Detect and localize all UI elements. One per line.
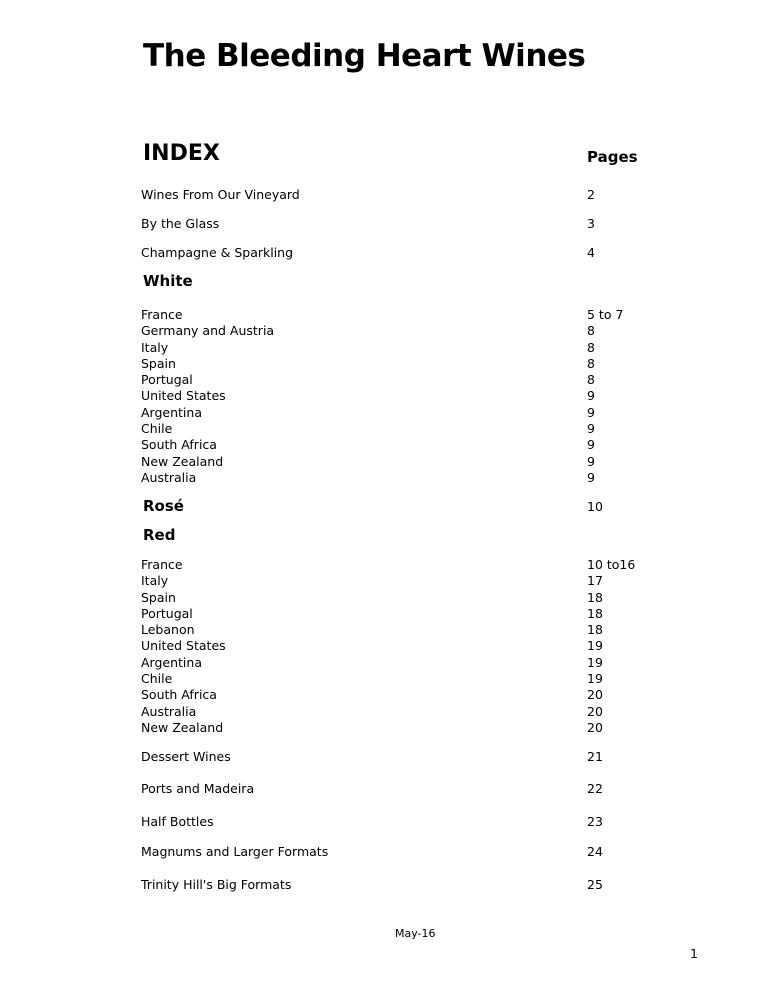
list-item-page: 8 bbox=[587, 323, 595, 339]
list-item-page: 9 bbox=[587, 437, 595, 453]
list-item-page: 19 bbox=[587, 638, 603, 654]
section-heading-red: Red bbox=[143, 526, 176, 544]
list-item: South Africa bbox=[141, 687, 217, 703]
entry-page: 3 bbox=[587, 216, 595, 231]
list-item-page: 9 bbox=[587, 469, 595, 485]
list-item: Argentina bbox=[141, 654, 202, 670]
list-item: New Zealand bbox=[141, 719, 224, 735]
entry-page: 23 bbox=[587, 814, 603, 829]
list-item: United States bbox=[141, 388, 226, 404]
list-item-page: 18 bbox=[587, 589, 603, 605]
page-number: 1 bbox=[690, 946, 698, 961]
list-item: France bbox=[141, 557, 183, 572]
entry-page: 4 bbox=[587, 245, 595, 260]
list-item-page: 8 bbox=[587, 339, 595, 355]
list-item: New Zealand bbox=[141, 453, 224, 469]
white-country-list bbox=[141, 307, 274, 486]
entry-page: 25 bbox=[587, 877, 603, 892]
list-item: Australia bbox=[141, 703, 197, 719]
entry-label: Magnums and Larger Formats bbox=[141, 844, 329, 859]
list-item: Lebanon bbox=[141, 622, 195, 638]
list-item: Italy bbox=[141, 573, 169, 589]
list-item: Spain bbox=[141, 589, 176, 605]
list-item-page: 20 bbox=[587, 719, 603, 735]
list-item-page: 19 bbox=[587, 671, 603, 687]
list-item-page: 8 bbox=[587, 372, 595, 388]
list-item: Chile bbox=[141, 421, 173, 437]
list-item-page: 17 bbox=[587, 573, 603, 589]
rose-page: 10 bbox=[587, 499, 603, 514]
entry-label: Wines From Our Vineyard bbox=[141, 187, 300, 202]
list-item: Australia bbox=[141, 469, 197, 485]
entry-page: 21 bbox=[587, 749, 603, 764]
section-heading-white: White bbox=[143, 272, 193, 290]
red-page-list bbox=[587, 557, 635, 736]
pages-heading: Pages bbox=[587, 148, 638, 166]
entry-page: 2 bbox=[587, 187, 595, 202]
list-item: Italy bbox=[141, 339, 169, 355]
list-item-page: 18 bbox=[587, 622, 603, 638]
index-heading: INDEX bbox=[143, 141, 220, 166]
list-item-page: 19 bbox=[587, 654, 603, 670]
list-item: South Africa bbox=[141, 437, 217, 453]
entry-label: Half Bottles bbox=[141, 814, 214, 829]
footer-date: May-16 bbox=[395, 927, 436, 940]
entry-page: 24 bbox=[587, 844, 603, 859]
list-item-page: 8 bbox=[587, 355, 595, 371]
list-item: Chile bbox=[141, 671, 173, 687]
document-title: The Bleeding Heart Wines bbox=[143, 38, 586, 74]
list-item-page: 9 bbox=[587, 388, 595, 404]
list-item: Germany and Austria bbox=[141, 323, 275, 339]
entry-label: By the Glass bbox=[141, 216, 220, 231]
list-item-page: 20 bbox=[587, 703, 603, 719]
list-item-page: 9 bbox=[587, 421, 595, 437]
list-item-page: 5 to 7 bbox=[587, 307, 624, 322]
list-item: Portugal bbox=[141, 605, 193, 621]
list-item-page: 9 bbox=[587, 453, 595, 469]
list-item-page: 20 bbox=[587, 687, 603, 703]
white-page-list bbox=[587, 307, 623, 486]
entry-label: Trinity Hill's Big Formats bbox=[141, 877, 292, 892]
list-item: Portugal bbox=[141, 372, 193, 388]
entry-label: Champagne & Sparkling bbox=[141, 245, 294, 260]
section-heading-rose: Rosé bbox=[143, 497, 184, 515]
list-item: France bbox=[141, 307, 183, 322]
list-item-page: 9 bbox=[587, 404, 595, 420]
list-item: Argentina bbox=[141, 404, 202, 420]
list-item-page: 18 bbox=[587, 605, 603, 621]
list-item: United States bbox=[141, 638, 226, 654]
entry-label: Dessert Wines bbox=[141, 749, 231, 764]
entry-label: Ports and Madeira bbox=[141, 781, 255, 796]
list-item: Spain bbox=[141, 355, 176, 371]
list-item-page: 10 to16 bbox=[587, 557, 636, 572]
red-country-list bbox=[141, 557, 226, 736]
entry-page: 22 bbox=[587, 781, 603, 796]
